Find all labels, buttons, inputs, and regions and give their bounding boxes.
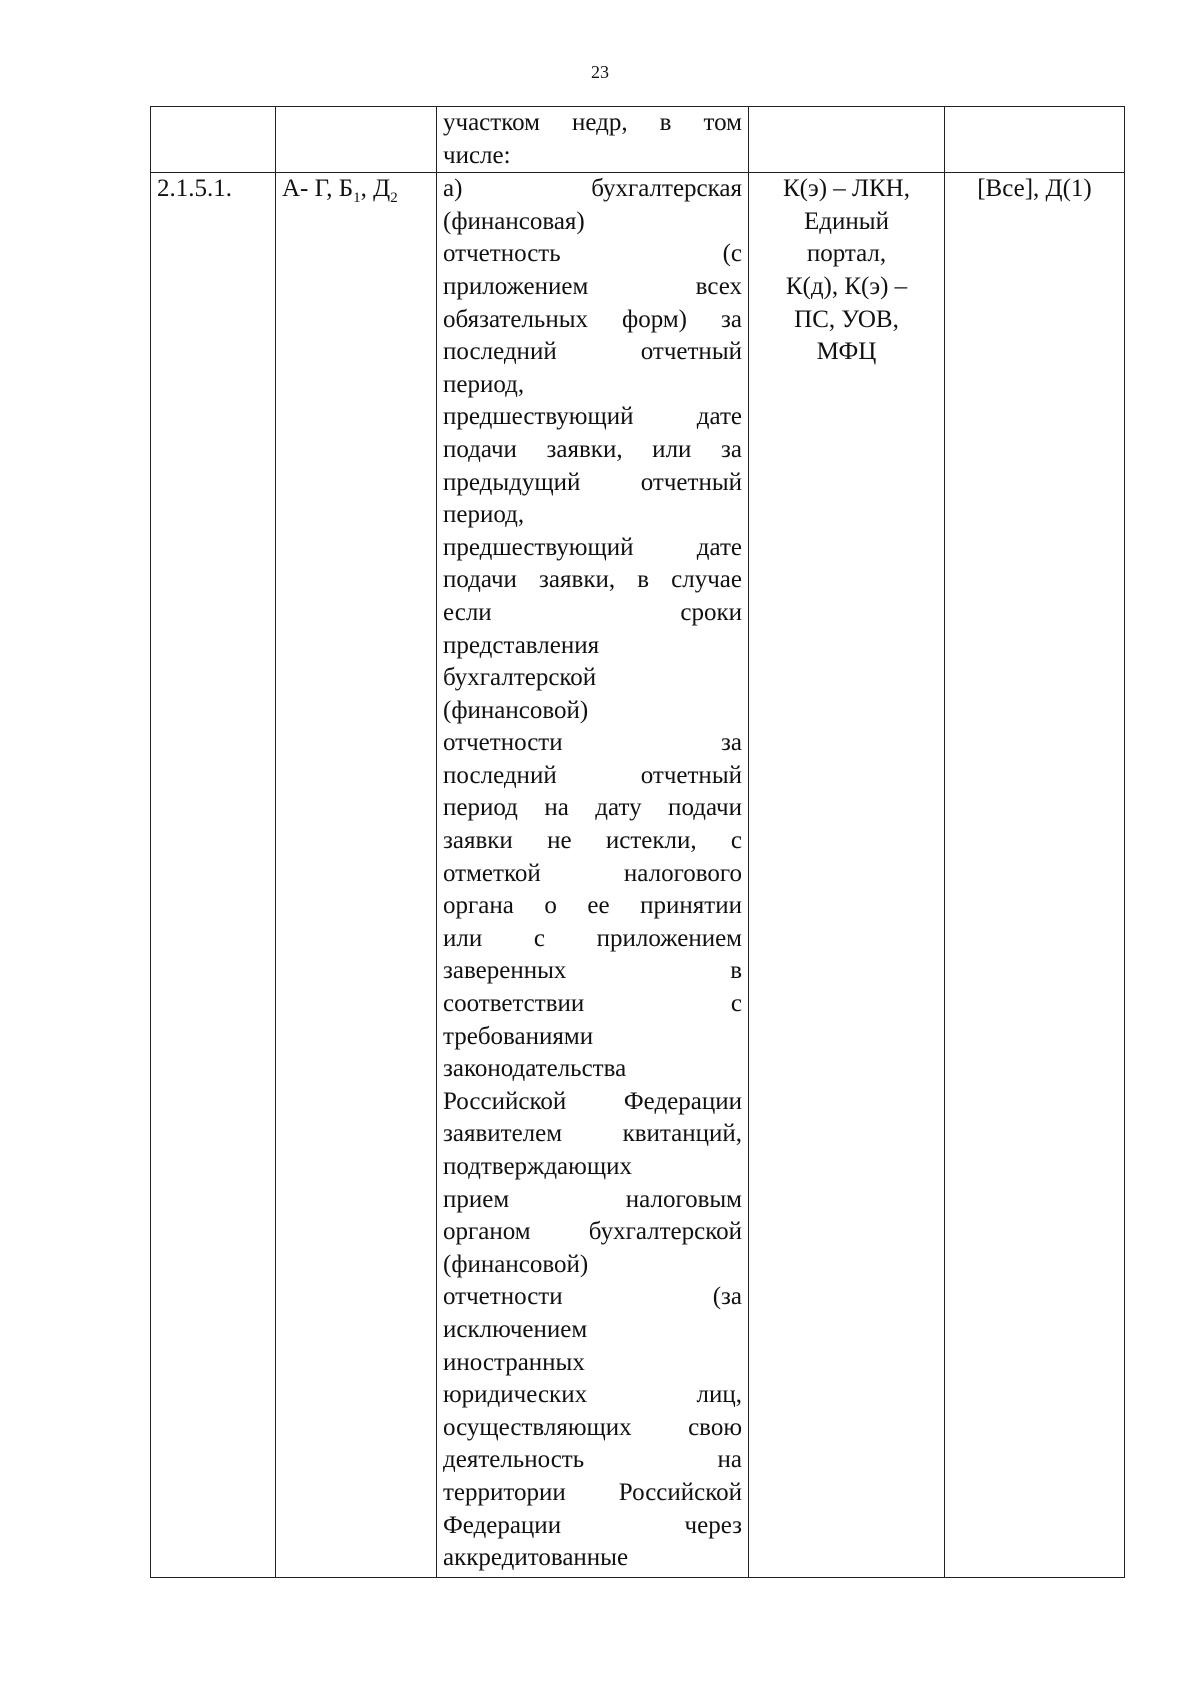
- text-line: последний отчетный: [443, 761, 742, 789]
- text-line: представления: [443, 631, 600, 659]
- document-table: [150, 106, 1125, 1578]
- cell-applicants-empty: [276, 107, 437, 173]
- table-row-continuation: [151, 107, 1125, 173]
- text-line: заявки не истекли, с: [443, 827, 742, 855]
- text-line: предыдущий отчетный: [443, 468, 742, 496]
- text-line: последний отчетный: [443, 338, 742, 366]
- text-line: иностранных: [443, 1348, 585, 1376]
- row-applicants: [276, 173, 437, 1578]
- row-number-text: 2.1.5.1.: [157, 175, 232, 203]
- cell-submission-empty: [749, 107, 945, 173]
- text-line: подачи заявки, или за: [443, 435, 742, 463]
- submission-text: [755, 173, 938, 369]
- text-line: ПС, УОВ,: [794, 305, 899, 333]
- description-text: [443, 107, 742, 172]
- text-line: предшествующий дате: [443, 533, 742, 561]
- text-line: период на дату подачи: [443, 794, 742, 822]
- text-line: бухгалтерской: [443, 664, 597, 692]
- text-line: юридических лиц,: [443, 1381, 742, 1409]
- text-line: если сроки: [443, 598, 742, 626]
- text-line: а) бухгалтерская: [443, 175, 742, 203]
- text-line: или с приложением: [443, 924, 742, 952]
- text-line: портал,: [806, 240, 887, 268]
- text-line: К(д), К(э) –: [785, 272, 908, 300]
- text-line: К(э) – ЛКН,: [783, 175, 910, 203]
- text-line: заверенных в: [443, 957, 742, 985]
- text-line: деятельность на: [443, 1446, 742, 1474]
- text-line: участком недр, в том: [443, 109, 742, 136]
- text-line: законодательства: [443, 1055, 627, 1083]
- text-line: требованиями: [443, 1022, 594, 1050]
- text-line: период,: [443, 370, 525, 398]
- row-description: [437, 173, 749, 1578]
- text-line: предшествующий дате: [443, 403, 742, 431]
- text-line: отчетность (с: [443, 240, 742, 268]
- text-line: (финансовой): [443, 696, 589, 724]
- text-line: органом бухгалтерской: [443, 1218, 742, 1246]
- text-line: прием налоговым: [443, 1185, 742, 1213]
- text-line: МФЦ: [816, 338, 877, 366]
- text-line: отчетности (за: [443, 1283, 742, 1311]
- text-line: период,: [443, 501, 525, 529]
- text-line: отчетности за: [443, 729, 742, 757]
- text-line: приложением всех: [443, 272, 742, 300]
- cell-description-continuation: [437, 107, 749, 173]
- text-line: (финансовой): [443, 1250, 589, 1278]
- text-line: органа о ее принятии: [443, 892, 742, 920]
- table-row: [151, 173, 1125, 1578]
- text-line: осуществляющих свою: [443, 1413, 742, 1441]
- text-line: обязательных форм) за: [443, 305, 742, 333]
- text-line: отметкой налогового: [443, 859, 742, 887]
- applicants-text: А- Г, $Б_1$, $Д_2$: [282, 175, 398, 207]
- text-line: исключением: [443, 1315, 588, 1343]
- recipients-text: [Все], Д(1): [977, 175, 1092, 203]
- row-submission-method: [749, 173, 945, 1578]
- row-number: [151, 173, 276, 1578]
- row-recipients: [945, 173, 1125, 1578]
- text-line: числе:: [443, 141, 511, 169]
- text-line: Федерации через: [443, 1511, 742, 1539]
- page-number: 23: [591, 62, 609, 82]
- text-line: (финансовая): [443, 207, 585, 235]
- text-line: подтверждающих: [443, 1153, 632, 1180]
- text-line: подачи заявки, в случае: [443, 566, 742, 594]
- cell-recipients-empty: [945, 107, 1125, 173]
- text-line: Российской Федерации: [443, 1087, 742, 1115]
- text-line: Единый: [804, 207, 889, 235]
- cell-number-empty: [151, 107, 276, 173]
- text-line: заявителем квитанций,: [443, 1120, 742, 1148]
- text-line: территории Российской: [443, 1478, 742, 1506]
- description-text: [443, 173, 742, 1575]
- text-line: соответствии с: [443, 990, 742, 1018]
- text-line: аккредитованные: [443, 1544, 629, 1572]
